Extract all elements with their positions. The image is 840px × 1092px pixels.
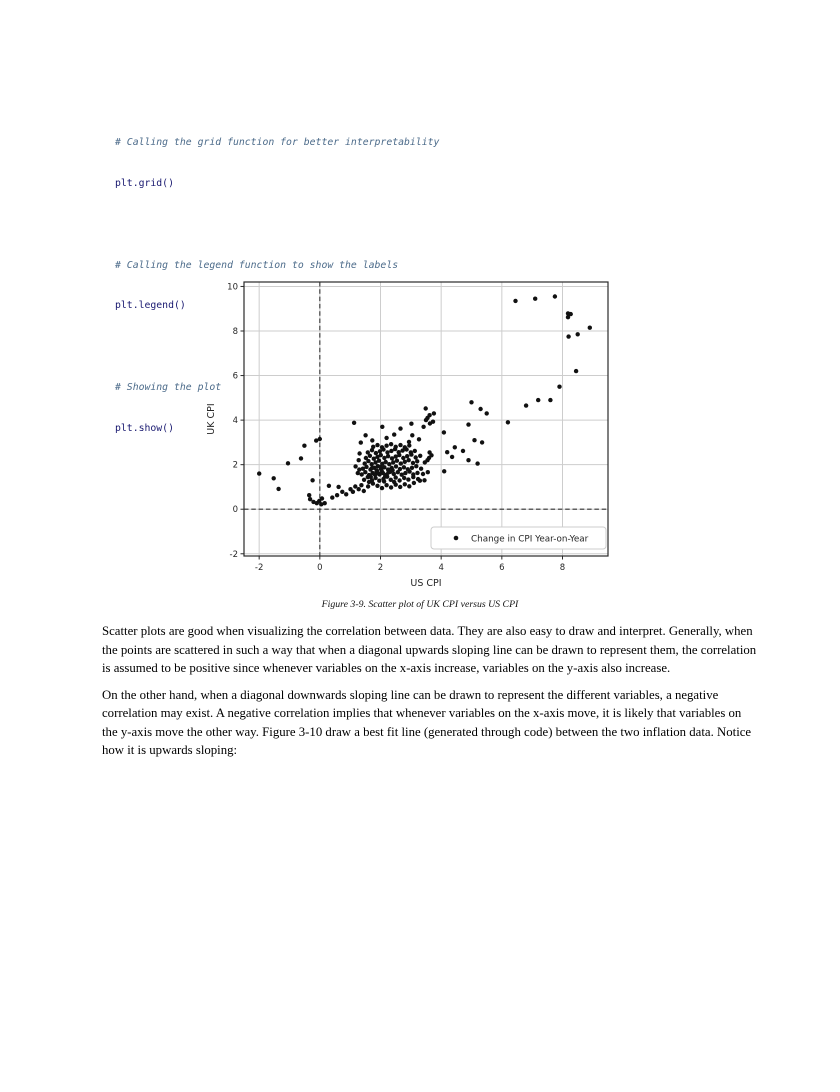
- data-point: [394, 445, 398, 449]
- data-point: [403, 471, 407, 475]
- data-point: [406, 477, 410, 481]
- data-point: [364, 456, 368, 460]
- data-point: [375, 468, 379, 472]
- data-point: [574, 369, 578, 373]
- data-point: [302, 444, 306, 448]
- data-point: [353, 464, 357, 468]
- data-point: [366, 484, 370, 488]
- data-point: [401, 456, 405, 460]
- data-point: [409, 450, 413, 454]
- data-point: [310, 478, 314, 482]
- data-point: [405, 454, 409, 458]
- data-point: [425, 416, 429, 420]
- data-point: [380, 469, 384, 473]
- data-point: [524, 403, 528, 407]
- data-point: [357, 467, 361, 471]
- data-point: [362, 478, 366, 482]
- data-point: [557, 385, 561, 389]
- data-point: [344, 492, 348, 496]
- scatter-plot: [198, 272, 618, 592]
- data-point: [392, 432, 396, 436]
- data-point: [485, 411, 489, 415]
- data-point: [330, 495, 334, 499]
- data-point: [389, 478, 393, 482]
- data-point: [450, 455, 454, 459]
- data-point: [412, 481, 416, 485]
- x-tick-label: 4: [438, 563, 444, 573]
- data-point: [375, 484, 379, 488]
- data-point: [398, 485, 402, 489]
- data-point: [359, 440, 363, 444]
- data-point: [397, 450, 401, 454]
- data-point: [424, 406, 428, 410]
- x-tick-label: 0: [317, 563, 323, 573]
- data-point: [383, 474, 387, 478]
- data-point: [429, 453, 433, 457]
- scatter-plot-figure: [198, 272, 618, 592]
- data-point: [359, 483, 363, 487]
- data-point: [357, 458, 361, 462]
- data-point: [363, 461, 367, 465]
- data-point: [466, 422, 470, 426]
- data-point: [533, 297, 537, 301]
- data-point: [380, 425, 384, 429]
- data-point: [394, 464, 398, 468]
- data-point: [392, 472, 396, 476]
- code-comment-line: # Showing the plot: [115, 381, 222, 393]
- data-point: [398, 426, 402, 430]
- data-point: [411, 472, 415, 476]
- x-axis-label: US CPI: [410, 578, 442, 589]
- data-point: [336, 485, 340, 489]
- paragraph: Scatter plots are good when visualizing the correlation between data. They are also easy to draw and interpret. Generally, when the points are scattered in such a way that when a diagonal upwards sloping line can be drawn to represent them, the correlation is assumed to be positive since whenever variables on the x-axis increase, variables on the y-axis also increase.: [102, 624, 757, 676]
- y-tick-label: 8: [232, 327, 238, 338]
- data-point: [478, 407, 482, 411]
- y-tick-label: 0: [232, 505, 238, 516]
- code-comment-line: # Calling the grid function for better interpretability: [115, 137, 440, 149]
- code-statement-line: plt.grid(): [115, 177, 174, 189]
- data-point: [380, 445, 384, 449]
- data-point: [411, 461, 415, 465]
- data-point: [466, 458, 470, 462]
- figure-caption: Figure 3-9. Scatter plot of UK CPI versus US CPI: [321, 599, 519, 610]
- data-point: [369, 475, 373, 479]
- data-point: [410, 466, 414, 470]
- data-point: [398, 443, 402, 447]
- data-point: [384, 444, 388, 448]
- data-point: [569, 312, 573, 316]
- data-point: [395, 459, 399, 463]
- data-point: [413, 449, 417, 453]
- data-point: [257, 471, 261, 475]
- y-tick-label: 2: [232, 460, 238, 471]
- data-point: [380, 486, 384, 490]
- data-point: [419, 467, 423, 471]
- data-point: [377, 459, 381, 463]
- data-point: [327, 484, 331, 488]
- code-statement-line: plt.show(): [115, 422, 174, 434]
- data-point: [442, 430, 446, 434]
- data-point: [379, 453, 383, 457]
- data-point: [374, 451, 378, 455]
- data-point: [351, 490, 355, 494]
- data-point: [553, 294, 557, 298]
- data-point: [442, 469, 446, 473]
- code-statement-line: plt.legend(): [115, 300, 186, 312]
- body-text: [102, 622, 757, 768]
- data-point: [363, 433, 367, 437]
- data-point: [406, 467, 410, 471]
- data-point: [576, 332, 580, 336]
- data-point: [318, 437, 322, 441]
- legend-marker: [454, 536, 459, 541]
- data-point: [299, 456, 303, 460]
- data-point: [445, 450, 449, 454]
- data-point: [402, 465, 406, 469]
- data-point: [371, 445, 375, 449]
- data-point: [407, 458, 411, 462]
- data-point: [366, 450, 370, 454]
- data-point: [386, 470, 390, 474]
- data-point: [389, 442, 393, 446]
- data-point: [472, 438, 476, 442]
- y-tick-label: 6: [232, 371, 238, 382]
- data-point: [588, 326, 592, 330]
- legend-label: Change in CPI Year-on-Year: [471, 534, 589, 545]
- data-point: [536, 398, 540, 402]
- data-point: [385, 450, 389, 454]
- data-point: [409, 422, 413, 426]
- data-point: [352, 421, 356, 425]
- data-point: [432, 411, 436, 415]
- data-point: [384, 483, 388, 487]
- code-comment-line: # Calling the legend function to show the labels: [115, 259, 399, 271]
- x-tick-label: -2: [254, 563, 264, 573]
- data-point: [389, 485, 393, 489]
- x-tick-label: 6: [499, 563, 505, 573]
- data-point: [426, 470, 430, 474]
- data-point: [397, 478, 401, 482]
- data-point: [286, 461, 290, 465]
- data-point: [386, 454, 390, 458]
- x-tick-label: 8: [559, 563, 566, 573]
- data-point: [407, 443, 411, 447]
- data-point: [506, 420, 510, 424]
- data-point: [370, 466, 374, 470]
- data-point: [513, 299, 517, 303]
- data-point: [403, 482, 407, 486]
- data-point: [407, 484, 411, 488]
- data-point: [370, 462, 374, 466]
- data-point: [425, 458, 429, 462]
- code-blank-line: [115, 218, 439, 232]
- data-point: [375, 443, 379, 447]
- data-point: [453, 445, 457, 449]
- y-tick-label: 4: [232, 416, 238, 427]
- data-point: [335, 493, 339, 497]
- data-point: [320, 496, 324, 500]
- data-point: [373, 473, 377, 477]
- y-axis-label: UK CPI: [206, 403, 217, 435]
- data-point: [548, 398, 552, 402]
- data-point: [272, 476, 276, 480]
- data-point: [417, 437, 421, 441]
- x-tick-label: 2: [377, 563, 384, 573]
- data-point: [416, 477, 420, 481]
- y-tick-label: -2: [229, 549, 238, 560]
- data-point: [340, 490, 344, 494]
- data-point: [421, 425, 425, 429]
- data-point: [362, 489, 366, 493]
- data-point: [387, 462, 391, 466]
- data-point: [475, 461, 479, 465]
- data-point: [469, 400, 473, 404]
- data-point: [428, 421, 432, 425]
- data-point: [415, 459, 419, 463]
- data-point: [370, 438, 374, 442]
- y-tick-label: 10: [227, 282, 238, 293]
- data-point: [390, 468, 394, 472]
- data-point: [418, 454, 422, 458]
- data-point: [319, 502, 323, 506]
- data-point: [378, 465, 382, 469]
- data-point: [414, 455, 418, 459]
- data-point: [307, 493, 311, 497]
- data-point: [566, 334, 570, 338]
- data-point: [377, 479, 381, 483]
- data-point: [357, 487, 361, 491]
- data-point: [410, 433, 414, 437]
- data-point: [399, 461, 403, 465]
- data-point: [421, 472, 425, 476]
- data-point: [276, 487, 280, 491]
- data-point: [357, 451, 361, 455]
- data-point: [384, 436, 388, 440]
- data-point: [414, 464, 418, 468]
- data-point: [422, 478, 426, 482]
- data-point: [403, 460, 407, 464]
- paragraph: On the other hand, when a diagonal downwards sloping line can be drawn to represent the different variables, a negative correlation may exist. A negative correlation implies that whenever variables on the x-axis move, it is likely that variables on the y-axis move the other way. Figure 3-10 draw a best fit line (generated through code) between the two inflation data. Notice how it is upwards sloping:: [102, 687, 752, 758]
- data-point: [480, 440, 484, 444]
- data-point: [415, 471, 419, 475]
- data-point: [403, 445, 407, 449]
- data-point: [398, 467, 402, 471]
- data-point: [461, 449, 465, 453]
